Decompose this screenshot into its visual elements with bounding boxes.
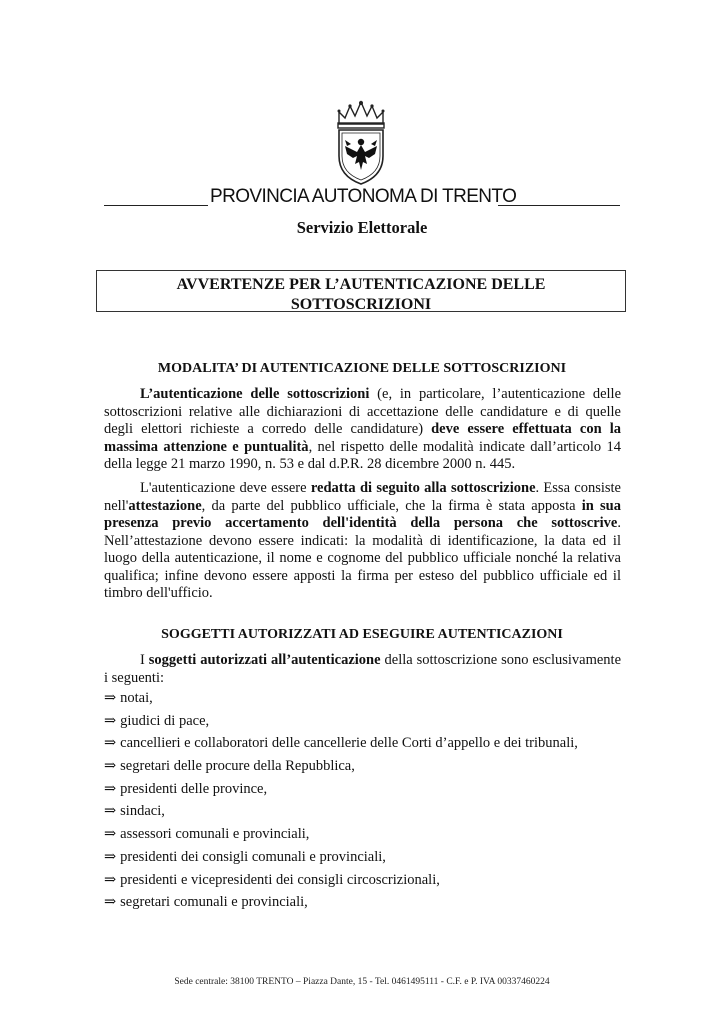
list-item-text: cancellieri e collaboratori delle cancellerie delle Corti d’appello e dei tribunali,	[120, 735, 578, 752]
body-text: , nel rispetto delle modalità indicate dall’articolo 14 della legge 21 marzo 1990, n. 53 e dal d.P.R. 28 dicembre 2000 n. 445.	[104, 438, 622, 472]
arrow-right-icon: ⇒	[104, 826, 117, 843]
list-item-text: segretari delle procure della Repubblica,	[120, 758, 355, 775]
list-item-text: giudici di pace,	[120, 712, 210, 729]
bold-text: in sua presenza previo accertamento dell'identità della persona che sottoscrive	[104, 497, 621, 531]
paragraph-soggetti-intro	[104, 652, 621, 687]
arrow-right-icon: ⇒	[104, 712, 117, 729]
title-line-1: AVVERTENZE PER L’AUTENTICAZIONE DELLE	[176, 276, 546, 293]
list-item-text: segretari comunali e provinciali,	[120, 894, 308, 911]
list-item	[104, 826, 578, 849]
page-footer: Sede centrale: 38100 TRENTO – Piazza Dante, 15 - Tel. 0461495111 - C.F. e P. IVA 00337460224	[174, 977, 550, 987]
list-item	[104, 758, 578, 781]
list-item	[104, 781, 578, 804]
section-heading-modalita: MODALITA’ DI AUTENTICAZIONE DELLE SOTTOSCRIZIONI	[157, 361, 567, 376]
list-item-text: presidenti e vicepresidenti dei consigli circoscrizionali,	[120, 871, 440, 888]
title-line-2: SOTTOSCRIZIONI	[290, 296, 432, 313]
header-rule-right	[498, 205, 620, 206]
list-item-text: sindaci,	[120, 803, 165, 820]
bold-text: deve essere effettuata con la massima attenzione e puntualità	[104, 421, 621, 455]
organization-name: PROVINCIA AUTONOMA DI TRENTO	[210, 186, 517, 207]
bold-text: soggetti autorizzati all’autenticazione	[148, 652, 381, 668]
arrow-right-icon: ⇒	[104, 735, 117, 752]
list-item	[104, 735, 578, 758]
service-name: Servizio Elettorale	[296, 218, 428, 237]
bold-text: attestazione	[128, 497, 202, 514]
bold-text: redatta di seguito alla sottoscrizione	[310, 480, 536, 496]
arrow-right-icon: ⇒	[104, 758, 117, 775]
arrow-right-icon: ⇒	[104, 871, 117, 888]
list-item	[104, 803, 578, 826]
body-text: L'autenticazione deve essere	[140, 480, 311, 496]
list-item	[104, 690, 578, 713]
list-item	[104, 849, 578, 872]
body-text: . Essa consiste nell'	[104, 480, 621, 514]
list-item	[104, 713, 578, 736]
arrow-right-icon: ⇒	[104, 848, 117, 865]
body-text: , da parte del pubblico ufficiale, che la firma è stata apposta	[201, 497, 582, 514]
section-heading-soggetti: SOGGETTI AUTORIZZATI AD ESEGUIRE AUTENTICAZIONI	[161, 627, 563, 642]
paragraph-attestazione	[104, 480, 621, 603]
header-rule-left	[104, 205, 208, 206]
list-item-text: assessori comunali e provinciali,	[120, 826, 310, 843]
list-item	[104, 872, 578, 895]
provincia-trento-eagle-crest-icon	[333, 100, 389, 186]
list-item	[104, 894, 578, 917]
list-item-text: presidenti dei consigli comunali e provinciali,	[120, 848, 386, 865]
body-text: (e, in particolare, l’autenticazione delle sottoscrizioni relative alle dichiarazioni di accettazione delle candidature e di quelle degli elettori richieste a corredo delle candidature)	[104, 386, 621, 437]
arrow-right-icon: ⇒	[104, 894, 117, 911]
arrow-right-icon: ⇒	[104, 803, 117, 820]
authorized-subjects-list	[104, 690, 578, 917]
body-text: I	[140, 652, 149, 668]
body-text: . Nell’attestazione devono essere indicati: la modalità di identificazione, la data ed il luogo della autenticazione, il nome e cognome del pubblico ufficiale nonché la relativa qualifica; infine devono essere apposti la firma per esteso del pubblico ufficiale ed il timbro dell'ufficio.	[104, 515, 621, 601]
arrow-right-icon: ⇒	[104, 690, 117, 706]
document-title	[96, 270, 626, 312]
bold-text: L’autenticazione delle sottoscrizioni	[140, 386, 370, 402]
list-item-text: presidenti delle province,	[120, 780, 268, 797]
paragraph-autenticazione	[104, 386, 621, 474]
list-item-text: notai,	[120, 690, 153, 706]
arrow-right-icon: ⇒	[104, 780, 117, 797]
body-text: della sottoscrizione sono esclusivamente i seguenti:	[104, 652, 622, 686]
organization-header	[104, 186, 620, 210]
